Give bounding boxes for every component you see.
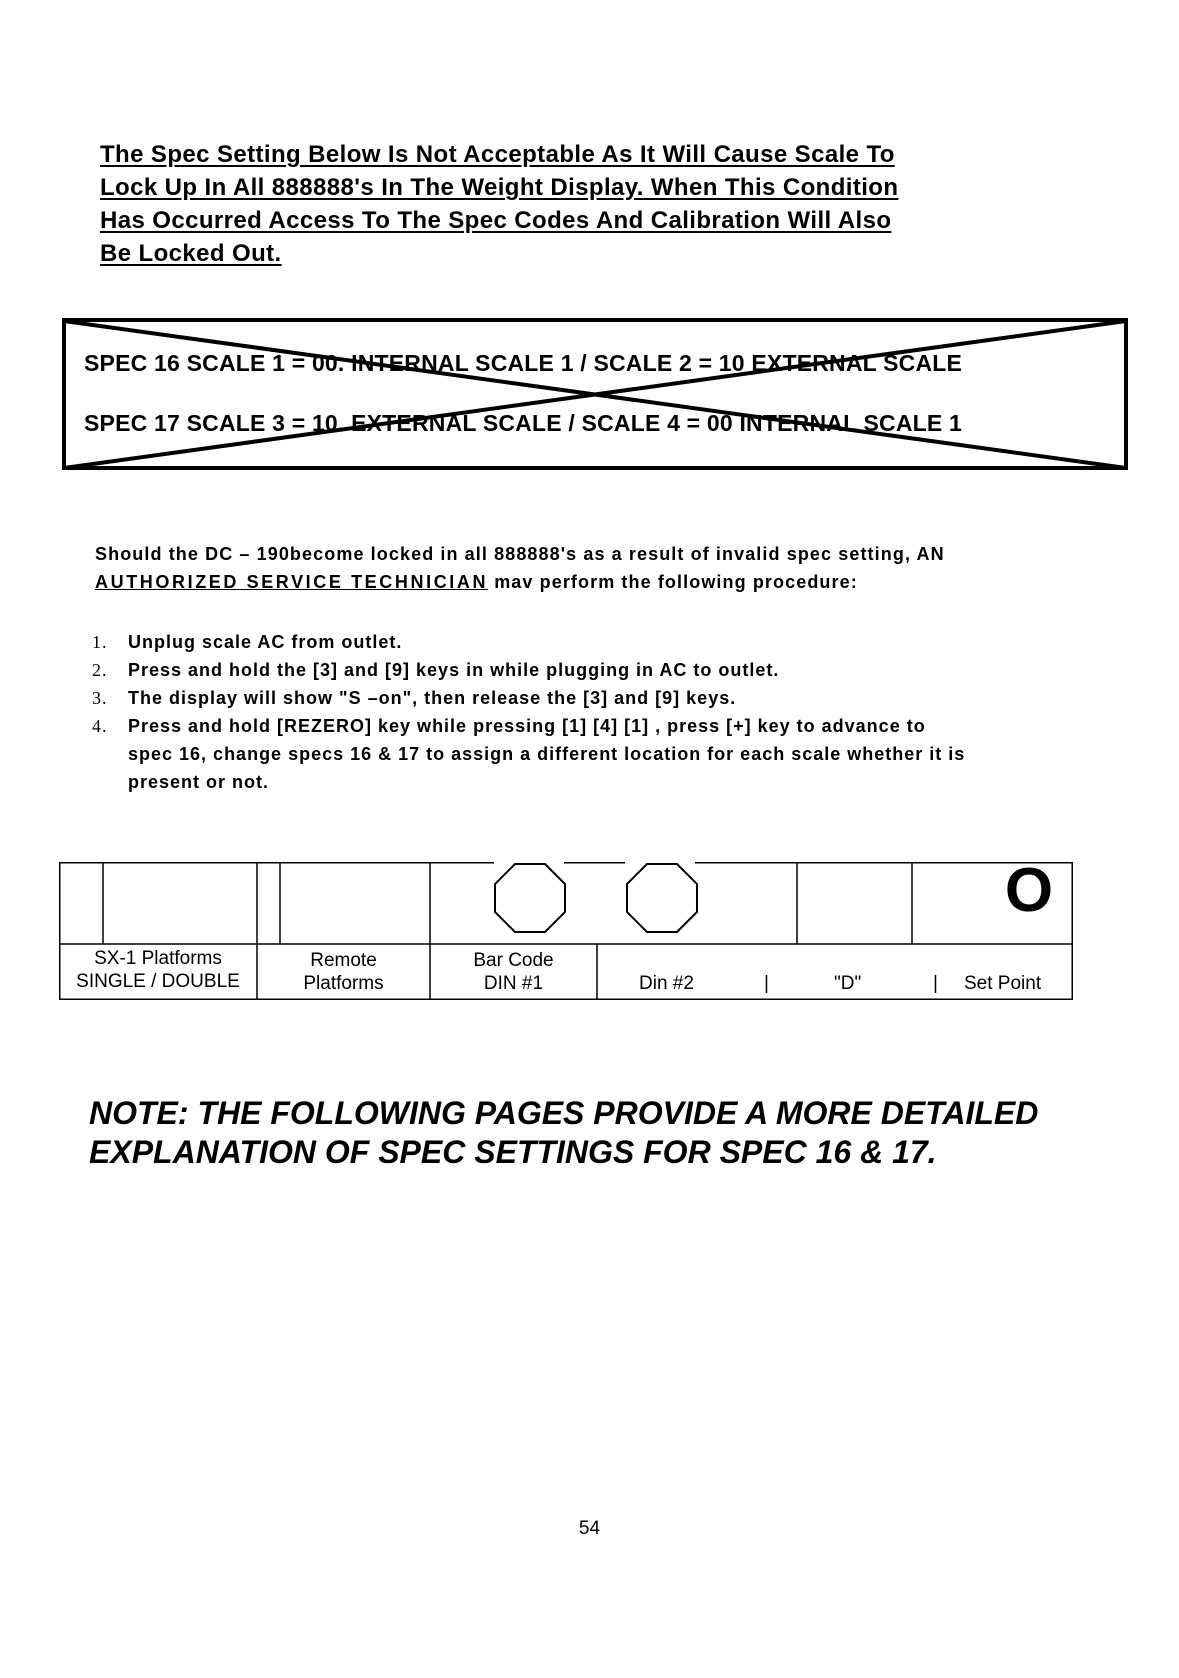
step-4-continued-2: present or not. (128, 772, 270, 792)
step-1 (92, 628, 1092, 656)
authorized-technician: AUTHORIZED SERVICE TECHNICIAN (95, 572, 489, 592)
warning-line-2: Lock Up In All 888888's In The Weight Display. When This Condition (100, 174, 899, 201)
step-text: Press and hold the [3] and [9] keys in while plugging in AC to outlet. (128, 660, 780, 680)
locked-paragraph (95, 540, 1095, 596)
din2-caption: Din #2 (639, 973, 694, 994)
d-caption: "D" (834, 973, 862, 994)
spec17-line: SPEC 17 SCALE 3 = 10. EXTERNAL SCALE / SCALE 4 = 00 INTERNAL SCALE 1 (84, 410, 963, 436)
sx1-caption-line2: SINGLE / DOUBLE (76, 971, 240, 992)
sx1-caption (59, 947, 257, 993)
din1-octagon-icon (495, 864, 565, 932)
step-3 (92, 684, 1092, 712)
warning-line-4: Be Locked Out. (100, 240, 282, 267)
remote-caption-line2: Platforms (303, 973, 384, 994)
note-line-1: NOTE: THE FOLLOWING PAGES PROVIDE A MORE DETAILED (89, 1095, 1039, 1131)
warning-line-3: Has Occurred Access To The Spec Codes And Calibration Will Also (100, 207, 892, 234)
remote-caption (257, 949, 430, 995)
para-part-1: Should the DC – 190become locked in all 888888's as a result of invalid spec setting, AN (95, 544, 945, 564)
warning-text (100, 138, 1060, 270)
note-text (89, 1094, 1139, 1172)
step-number: 1. (92, 632, 108, 652)
step-number: 3. (92, 688, 108, 708)
din2-octagon-icon (627, 864, 697, 932)
step-4 (92, 712, 1092, 740)
para-part-2: mav perform the following procedure: (488, 572, 858, 592)
step-4-continued-1: spec 16, change specs 16 & 17 to assign a different location for each scale whether it is (128, 744, 966, 764)
invalid-spec-box (62, 318, 1130, 472)
procedure-steps (92, 628, 1092, 796)
step-2 (92, 656, 1092, 684)
warning-line-1: The Spec Setting Below Is Not Acceptable As It Will Cause Scale To (100, 141, 895, 168)
setpoint-caption: Set Point (964, 973, 1042, 994)
step-number: 4. (92, 716, 108, 736)
spec-box-frame (62, 318, 1130, 472)
page-number: 54 (578, 1518, 601, 1539)
caption-separator: | (764, 973, 769, 994)
barcode-caption (430, 949, 597, 995)
sx1-caption-line1: SX-1 Platforms (94, 948, 222, 969)
note-line-2: EXPLANATION OF SPEC SETTINGS FOR SPEC 16 & 17. (89, 1134, 937, 1170)
spec16-line: SPEC 16 SCALE 1 = 00. INTERNAL SCALE 1 / SCALE 2 = 10 EXTERNAL SCALE (84, 350, 963, 376)
step-number: 2. (92, 660, 108, 680)
caption-separator: | (933, 973, 938, 994)
step-text: The display will show "S –on", then release the [3] and [9] keys. (128, 688, 737, 708)
barcode-caption-line2: DIN #1 (483, 973, 544, 994)
setpoint-symbol: O (1004, 856, 1054, 925)
barcode-caption-line1: Bar Code (473, 950, 554, 971)
step-text: Press and hold [REZERO] key while pressing [1] [4] [1] , press [+] key to advance to (128, 716, 926, 736)
remote-caption-line1: Remote (310, 950, 377, 971)
connector-table (59, 856, 1073, 1000)
step-text: Unplug scale AC from outlet. (128, 632, 403, 652)
